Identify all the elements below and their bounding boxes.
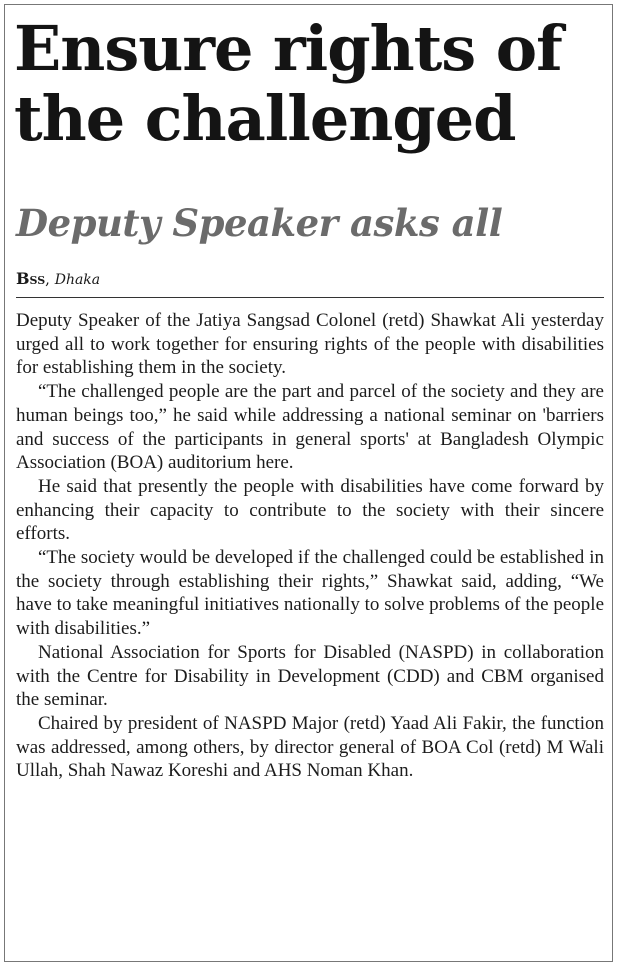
byline [16,268,100,291]
article-paragraph: He said that presently the people with disabilities have come forward by enhancing their capacity to contribute to the society with their sincere efforts. [16,475,604,545]
article-paragraph: “The challenged people are the part and parcel of the society and they are human beings too,” he said while addressing a national seminar on 'barriers and success of the participants in general sports' at Bangladesh Olympic Association (BOA) auditorium here. [16,381,604,474]
article-body [16,309,604,783]
byline-divider [16,297,604,298]
article-paragraph: National Association for Sports for Disabled (NASPD) in collaboration with the Centre for Disability in Development (CDD) and CBM organised the seminar. [16,641,604,711]
article-paragraph: “The society would be developed if the challenged could be established in the society through establishing their rights,” Shawkat said, adding, “We have to take meaningful initiatives nationally to solve problems of the people with disabilities.” [16,547,604,640]
byline-place: Dhaka [54,272,101,288]
byline-agency: Bss [16,269,46,288]
byline-separator: , [45,270,55,288]
article-subheadline: Deputy Speaker asks all [16,201,503,245]
article-paragraph: Chaired by president of NASPD Major (retd) Yaad Ali Fakir, the function was addressed, among others, by director general of BOA Col (retd) M Wali Ullah, Shah Nawaz Koreshi and AHS Noman Khan. [16,712,604,782]
article-paragraph: Deputy Speaker of the Jatiya Sangsad Colonel (retd) Shawkat Ali yesterday urged all to work together for ensuring rights of the people with disabilities for establishing them in the society. [16,310,604,379]
article-headline: Ensure rights of the challenged [14,12,562,155]
